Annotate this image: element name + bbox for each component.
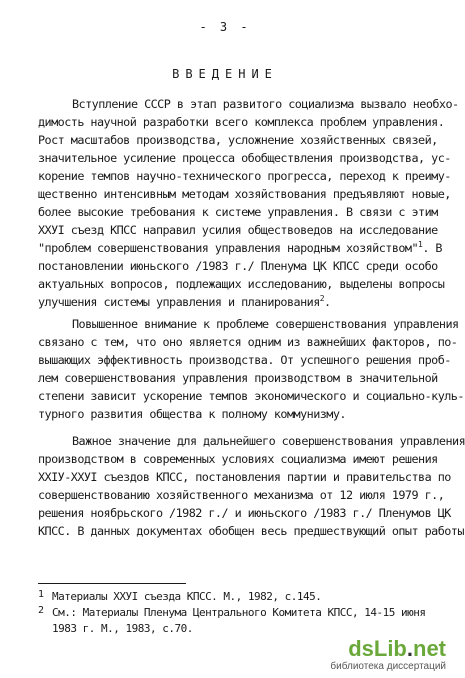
footnote-ref: 1: [418, 240, 423, 250]
text-line: ХХIУ-ХХУI съездов КПСС, постановления партии и правительства по: [38, 470, 451, 484]
text-line: постановлении июньского /1983 г./ Пленума ЦК КПСС среди особо: [38, 259, 438, 273]
text-line: Повышенное внимание к проблеме совершенствования управления: [72, 317, 459, 331]
text-line: степени зависит ускорение темпов экономического и социально-куль-: [38, 389, 464, 403]
text-line: производством в современных условиях социализма имеют решения: [38, 452, 438, 466]
text-line: турного развития общества к полному коммунизму.: [38, 407, 346, 421]
watermark-subtitle: библиотека диссертаций: [330, 661, 446, 672]
footnote: [38, 621, 414, 637]
text-line: значительное усиление процесса обобществления производства, ус-: [38, 151, 451, 165]
logo-dot: .: [406, 636, 413, 661]
footnote-divider: [38, 583, 186, 584]
text-line: вышающих эффективность производства. От успешного решения проб-: [38, 353, 451, 367]
text-segment: "проблем совершенствования управления народным хозяйством": [38, 241, 419, 255]
page-number: - 3 -: [199, 20, 251, 34]
text-line: совершенствованию хозяйственного механизма от 12 июля 1979 г.,: [38, 488, 445, 502]
footnote-text: Материалы ХХУI съезда КПСС. М., 1982, с.145.: [52, 590, 322, 603]
text-line: лем совершенствования управления производством в значительной: [38, 371, 438, 385]
footnote-text: 1983 г. М., 1983, с.70.: [52, 622, 193, 635]
footnote-mark: 1: [38, 589, 44, 600]
text-line: [38, 239, 442, 257]
text-line: корение темпов научно-технического прогресса, переход к преиму-: [38, 169, 451, 183]
logo-main: dsLib: [348, 636, 407, 661]
text-line: более высокие требования к системе управления. В связи с этим: [38, 205, 438, 219]
text-segment: улучшения системы управления и планирования: [38, 295, 320, 309]
watermark-logo: [330, 638, 446, 660]
text-line: КПСС. В данных документах обобщен весь предшествующий опыт работы: [38, 524, 464, 538]
text-line: Важное значение для дальнейшего совершенствования управления: [72, 434, 465, 448]
text-line: связано с тем, что оно является одним из важнейших факторов, по-: [38, 335, 458, 349]
text-line: решения ноябрьского /1982 г./ и июньского /1983 г./ Пленумов ЦК: [38, 506, 451, 520]
footnote-mark: 2: [38, 605, 44, 616]
text-line: актуальных вопросов, подлежащих исследованию, выделены вопросы: [38, 277, 445, 291]
text-line: [38, 293, 414, 311]
text-line: щественно интенсивным методам хозяйствования предъявляют новые,: [38, 187, 451, 201]
footnote: [38, 605, 426, 621]
text-segment: . В: [422, 241, 442, 255]
footnote-text: См.: Материалы Пленума Центрального Комитета КПСС, 14-15 июня: [52, 606, 426, 619]
text-line: Вступление СССР в этап развитого социализма вызвало необхо-: [72, 97, 459, 111]
text-segment: .: [324, 295, 331, 309]
text-line: ХХУI съезд КПСС направил усилия обществоведов на исследование: [38, 223, 438, 237]
watermark: [330, 638, 446, 672]
logo-tld: net: [413, 636, 446, 661]
text-line: димость научной разработки всего комплекса проблем управления.: [38, 115, 445, 129]
footnote-ref: 2: [319, 294, 325, 304]
footnote: [38, 589, 414, 605]
text-line: Рост масштабов производства, усложнение хозяйственных связей,: [38, 133, 438, 147]
page-title: ВВЕДЕНИЕ: [172, 67, 278, 81]
